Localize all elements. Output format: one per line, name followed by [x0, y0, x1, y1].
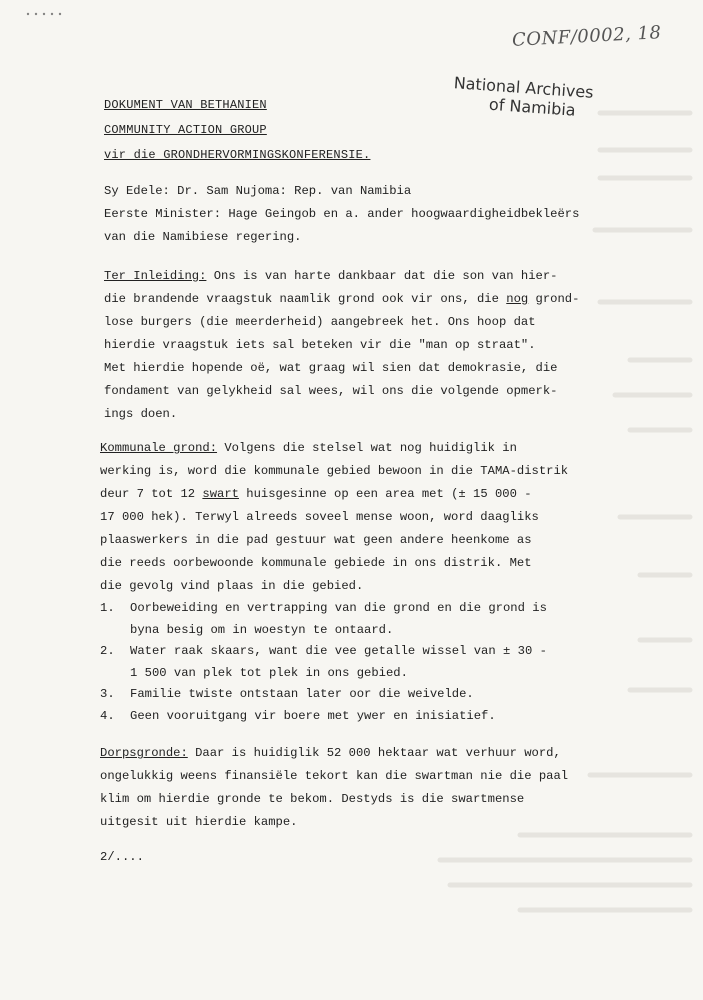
list-item-text: Water raak skaars, want die vee getalle wissel van ± 30 - [130, 644, 547, 658]
intro-line-7: ings doen. [104, 407, 178, 421]
stamp-line-2: of Namibia [488, 94, 577, 120]
kommunale-line-3-post: huisgesinne op een area met (± 15 000 - [238, 487, 532, 501]
dorpsgronde-line-2: ongelukkig weens finansiële tekort kan die swartman nie die paal [100, 769, 569, 783]
dorpsgronde-line-1-text: Daar is huidiglik 52 000 hektaar wat verhuur word, [187, 746, 561, 760]
dorpsgronde-line-4: uitgesit uit hierdie kampe. [100, 815, 298, 829]
list-item-text: Geen vooruitgang vir boere met ywer en inisiatief. [130, 708, 496, 723]
kommunale-line-3-pre: deur 7 tot 12 [100, 487, 203, 501]
header-line-2: COMMUNITY ACTION GROUP [104, 123, 267, 137]
handwritten-reference: CONF/0002, 18 [511, 22, 662, 51]
list-item-number: 4. [100, 708, 115, 723]
archive-stamp [447, 73, 599, 121]
dorpsgronde-heading: Dorpsgronde: [100, 746, 188, 760]
list-item-number: 1. [100, 601, 115, 615]
list-item-number: 3. [100, 687, 115, 701]
list-item [100, 598, 547, 641]
kommunale-line-4: 17 000 hek). Terwyl alreeds soveel mense woon, word daagliks [100, 510, 539, 524]
intro-line-2-post: grond- [528, 292, 580, 306]
stamp-line-1: National Archives [453, 73, 595, 102]
dorpsgronde-line-1 [100, 742, 561, 765]
intro-heading: Ter Inleiding: [104, 269, 207, 283]
salutation-line-1: Sy Edele: Dr. Sam Nujoma: Rep. van Namibia [104, 184, 412, 198]
intro-line-1-text: Ons is van harte dankbaar dat die son van hier- [206, 269, 558, 283]
list-item-text: 1 500 van plek tot plek in ons gebied. [130, 665, 408, 680]
list-item [100, 684, 547, 706]
list-item [100, 706, 547, 728]
kommunale-line-2: werking is, word die kommunale gebied bewoon in die TAMA-distrik [100, 464, 569, 478]
kommunale-line-1 [100, 437, 517, 460]
intro-line-4: hierdie vraagstuk iets sal beteken vir die "man op straat". [104, 338, 536, 352]
kommunale-heading: Kommunale grond: [100, 441, 218, 455]
list-item [100, 641, 547, 684]
salutation-line-2: Eerste Minister: Hage Geingob en a. ander hoogwaardigheidbekleërs [104, 207, 580, 221]
kommunale-line-1-text: Volgens die stelsel wat nog huidiglik in [217, 441, 517, 455]
list-item-text: byna besig om in woestyn te ontaard. [130, 622, 394, 637]
intro-line-1 [104, 265, 557, 288]
page-continuation-marker: 2/.... [100, 850, 144, 864]
intro-line-5: Met hierdie hopende oë, wat graag wil sien dat demokrasie, die [104, 361, 558, 375]
header-line-3: vir die GRONDHERVORMINGSKONFERENSIE. [104, 148, 371, 162]
intro-line-6: fondament van gelykheid sal wees, wil ons die volgende opmerk- [104, 384, 558, 398]
document-header [104, 93, 370, 168]
kommunale-line-3 [100, 483, 532, 506]
header-line-1: DOKUMENT VAN BETHANIEN [104, 98, 267, 112]
intro-line-3: lose burgers (die meerderheid) aangebreek het. Ons hoop dat [104, 315, 536, 329]
list-item-number: 2. [100, 644, 115, 658]
intro-line-2-pre: die brandende vraagstuk naamlik grond ook vir ons, die [104, 292, 507, 306]
intro-nog-underlined: nog [506, 292, 529, 306]
kommunale-line-7: die gevolg vind plaas in die gebied. [100, 579, 364, 593]
intro-line-2 [104, 288, 579, 311]
list-item-text: Oorbeweiding en vertrapping van die grond en die grond is [130, 601, 547, 615]
list-item-text: Familie twiste ontstaan later oor die weivelde. [130, 687, 474, 701]
kommunale-swart-underlined: swart [202, 487, 239, 501]
dorpsgronde-line-3: klim om hierdie gronde te bekom. Destyds is die swartmense [100, 792, 525, 806]
salutation-line-3: van die Namibiese regering. [104, 230, 302, 244]
consequences-list [100, 598, 547, 727]
kommunale-line-5: plaaswerkers in die pad gestuur wat geen andere heenkome as [100, 533, 532, 547]
kommunale-line-6: die reeds oorbewoonde kommunale gebiede in ons distrik. Met [100, 556, 532, 570]
